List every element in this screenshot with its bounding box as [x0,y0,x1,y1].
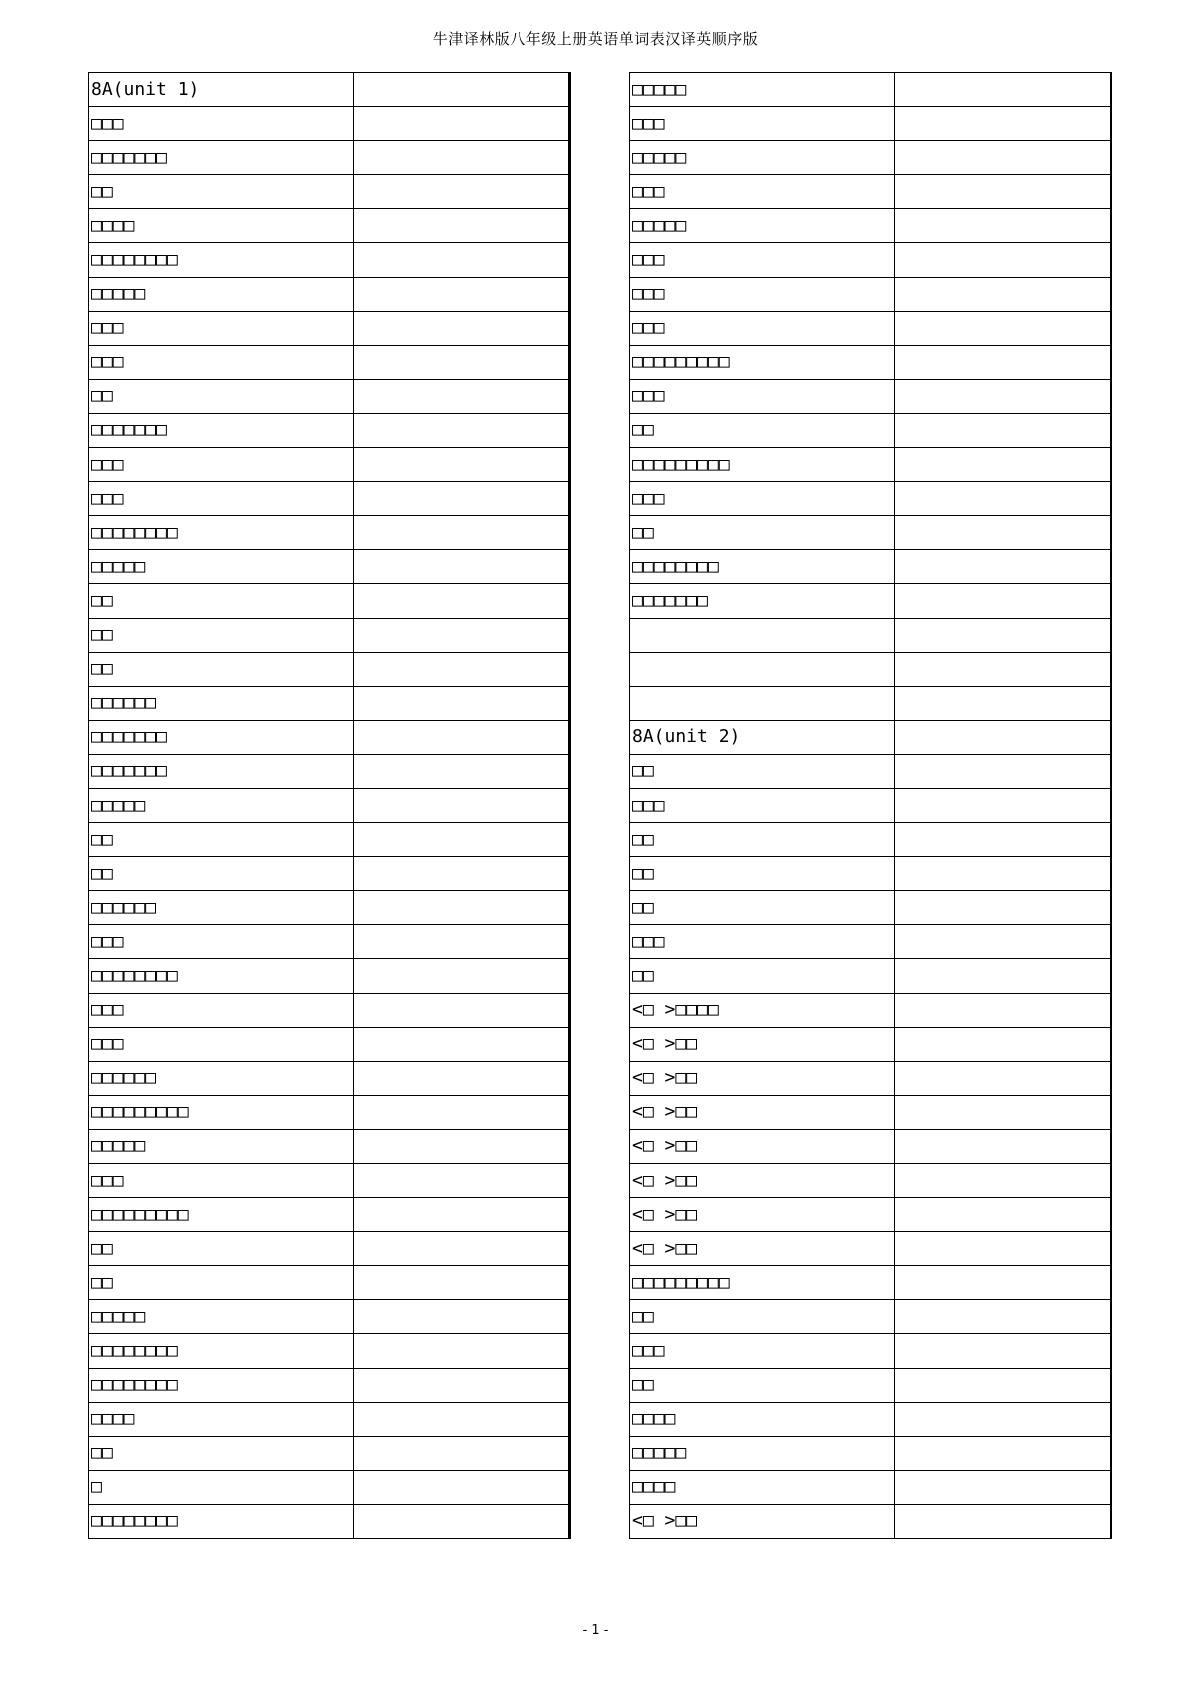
vocab-row [89,1436,570,1470]
vocab-row [630,925,1111,959]
english-answer-cell[interactable] [354,823,570,857]
english-answer-cell[interactable] [354,959,570,993]
chinese-term-cell: □□□□□□□ [89,720,354,754]
chinese-term-cell: □□□ [89,482,354,516]
chinese-term-cell: □□□ [89,448,354,482]
english-answer-cell[interactable] [354,1061,570,1095]
english-answer-cell[interactable] [895,516,1111,550]
vocab-row [630,311,1111,345]
vocab-row [630,584,1111,618]
english-answer-cell[interactable] [895,1232,1111,1266]
chinese-term-cell: □□ [630,857,895,891]
english-answer-cell[interactable] [895,1300,1111,1334]
english-answer-cell[interactable] [895,107,1111,141]
vocab-row [630,1368,1111,1402]
english-answer-cell[interactable] [354,720,570,754]
english-answer-cell[interactable] [895,1334,1111,1368]
vocab-row [630,618,1111,652]
vocab-row [630,788,1111,822]
english-answer-cell[interactable] [354,1095,570,1129]
chinese-term-cell: □□□□□□□□ [89,959,354,993]
chinese-term-cell: □□□ [630,243,895,277]
chinese-term-cell: □□□ [630,788,895,822]
vocab-row [89,959,570,993]
chinese-term-cell: □□□□□□ [89,891,354,925]
chinese-term-cell: □□□ [630,311,895,345]
chinese-term-cell: □□□ [89,345,354,379]
chinese-term-cell: □□□□□ [89,1300,354,1334]
chinese-term-cell: □□□□□□□□ [89,243,354,277]
vocab-row [630,413,1111,447]
vocab-row [89,754,570,788]
chinese-term-cell: <□ >□□ [630,1061,895,1095]
english-answer-cell[interactable] [354,788,570,822]
vocab-row [89,1027,570,1061]
english-answer-cell[interactable] [895,993,1111,1027]
vocab-row [630,1402,1111,1436]
chinese-term-cell: □□□ [630,482,895,516]
vocab-row [89,482,570,516]
chinese-term-cell: □□□□□□□ [89,754,354,788]
vocab-row [630,1027,1111,1061]
chinese-term-cell: □□□□□□□□ [89,516,354,550]
english-answer-cell[interactable] [895,277,1111,311]
chinese-term-cell: 8A(unit 1) [89,73,354,107]
english-answer-cell[interactable] [895,1129,1111,1163]
english-answer-cell[interactable] [354,243,570,277]
vocab-row [89,209,570,243]
vocab-row [630,1504,1111,1538]
english-answer-cell[interactable] [895,652,1111,686]
english-answer-cell[interactable] [895,345,1111,379]
english-answer-cell[interactable] [354,1334,570,1368]
english-answer-cell[interactable] [354,141,570,175]
chinese-term-cell: □□ [89,1232,354,1266]
chinese-term-cell: □□ [89,857,354,891]
chinese-term-cell: □□□□□ [89,277,354,311]
chinese-term-cell: □□ [630,413,895,447]
vocab-row [630,243,1111,277]
vocab-row [89,73,570,107]
english-answer-cell[interactable] [895,1095,1111,1129]
chinese-term-cell: □□□□□□□□□ [630,345,895,379]
vocab-row [630,1436,1111,1470]
english-answer-cell[interactable] [354,618,570,652]
chinese-term-cell: <□ >□□ [630,1164,895,1198]
chinese-term-cell: □□ [89,1436,354,1470]
english-answer-cell[interactable] [354,1436,570,1470]
english-answer-cell[interactable] [354,482,570,516]
chinese-term-cell: <□ >□□ [630,1095,895,1129]
vocab-row [630,754,1111,788]
vocab-row [630,959,1111,993]
english-answer-cell[interactable] [895,1027,1111,1061]
english-answer-cell[interactable] [354,1266,570,1300]
english-answer-cell[interactable] [354,584,570,618]
english-answer-cell[interactable] [895,1164,1111,1198]
vocab-row [630,686,1111,720]
chinese-term-cell: □□□ [89,993,354,1027]
english-answer-cell[interactable] [895,141,1111,175]
english-answer-cell[interactable] [895,584,1111,618]
vocab-row [630,482,1111,516]
vocab-row [630,1198,1111,1232]
english-answer-cell[interactable] [354,1129,570,1163]
english-answer-cell[interactable] [354,379,570,413]
vocab-row [630,1232,1111,1266]
chinese-term-cell: □□□□□□□□□ [630,448,895,482]
chinese-term-cell: □□□□□ [89,550,354,584]
vocab-row [89,1061,570,1095]
english-answer-cell[interactable] [354,550,570,584]
vocab-row [630,1164,1111,1198]
vocab-row [89,686,570,720]
chinese-term-cell: <□ >□□ [630,1504,895,1538]
chinese-term-cell: □□□□□ [89,1129,354,1163]
chinese-term-cell: □ [89,1470,354,1504]
vocab-table-right [629,72,1112,1539]
chinese-term-cell: □□ [630,823,895,857]
vocab-row [630,448,1111,482]
vocab-row [630,209,1111,243]
english-answer-cell[interactable] [354,1402,570,1436]
chinese-term-cell: □□□□□□□□ [89,1504,354,1538]
vocab-row [89,925,570,959]
english-answer-cell[interactable] [895,720,1111,754]
english-answer-cell[interactable] [354,1027,570,1061]
chinese-term-cell [630,652,895,686]
english-answer-cell[interactable] [354,448,570,482]
english-answer-cell[interactable] [354,209,570,243]
vocab-row [89,891,570,925]
chinese-term-cell: <□ >□□ [630,1027,895,1061]
vocab-row [89,652,570,686]
chinese-term-cell: □□□ [89,107,354,141]
vocab-row [89,1470,570,1504]
vocab-row [630,107,1111,141]
vocab-row [630,720,1111,754]
vocab-row [89,1095,570,1129]
english-answer-cell[interactable] [354,311,570,345]
english-answer-cell[interactable] [895,482,1111,516]
english-answer-cell[interactable] [895,550,1111,584]
vocab-row [630,379,1111,413]
vocab-row [630,857,1111,891]
chinese-term-cell: □□□□ [630,1402,895,1436]
vocab-row [89,1198,570,1232]
chinese-term-cell: <□ >□□□□ [630,993,895,1027]
chinese-term-cell: □□□□□□□ [630,584,895,618]
vocab-row [89,107,570,141]
chinese-term-cell: <□ >□□ [630,1232,895,1266]
vocab-row [89,584,570,618]
vocab-row [89,413,570,447]
english-answer-cell[interactable] [895,925,1111,959]
english-answer-cell[interactable] [354,652,570,686]
english-answer-cell[interactable] [354,686,570,720]
chinese-term-cell: □□□□□□ [89,1061,354,1095]
english-answer-cell[interactable] [895,959,1111,993]
chinese-term-cell: □□ [630,516,895,550]
chinese-term-cell: □□ [89,175,354,209]
english-answer-cell[interactable] [895,311,1111,345]
vocab-row [630,175,1111,209]
chinese-term-cell: □□ [630,754,895,788]
english-answer-cell[interactable] [354,107,570,141]
vocab-row [630,1129,1111,1163]
chinese-term-cell [630,618,895,652]
chinese-term-cell: □□□□□□□□ [89,1334,354,1368]
chinese-term-cell: □□□ [89,1164,354,1198]
chinese-term-cell: □□□ [630,175,895,209]
vocab-row [89,823,570,857]
english-answer-cell[interactable] [354,1232,570,1266]
english-answer-cell[interactable] [895,1402,1111,1436]
english-answer-cell[interactable] [354,925,570,959]
vocab-row [630,891,1111,925]
chinese-term-cell: □□ [89,584,354,618]
vocab-row [89,1266,570,1300]
chinese-term-cell: □□□□□□□□ [89,1368,354,1402]
chinese-term-cell: □□□□□□□□□ [89,1095,354,1129]
chinese-term-cell: □□□□□□□□ [630,550,895,584]
english-answer-cell[interactable] [354,857,570,891]
english-answer-cell[interactable] [895,857,1111,891]
chinese-term-cell: □□ [630,891,895,925]
chinese-term-cell: □□□ [630,1334,895,1368]
chinese-term-cell: □□ [89,823,354,857]
english-answer-cell[interactable] [895,823,1111,857]
vocab-row [89,1232,570,1266]
vocab-row [89,448,570,482]
chinese-term-cell: □□□□ [89,1402,354,1436]
english-answer-cell[interactable] [895,754,1111,788]
english-answer-cell[interactable] [354,175,570,209]
vocab-row [89,720,570,754]
chinese-term-cell: □□□ [89,1027,354,1061]
english-answer-cell[interactable] [895,1470,1111,1504]
vocab-row [630,1095,1111,1129]
english-answer-cell[interactable] [354,1300,570,1334]
vocab-row [89,993,570,1027]
chinese-term-cell: □□□□ [89,209,354,243]
vocab-row [630,345,1111,379]
vocab-row [89,550,570,584]
english-answer-cell[interactable] [354,1368,570,1402]
english-answer-cell[interactable] [895,243,1111,277]
vocab-row [89,1334,570,1368]
english-answer-cell[interactable] [895,686,1111,720]
vocab-row [89,516,570,550]
english-answer-cell[interactable] [354,754,570,788]
chinese-term-cell: □□□□□□□□□ [630,1266,895,1300]
english-answer-cell[interactable] [895,73,1111,107]
chinese-term-cell: □□□□□□□□□ [89,1198,354,1232]
vocab-row [89,1402,570,1436]
english-answer-cell[interactable] [895,1198,1111,1232]
vocab-row [89,1504,570,1538]
english-answer-cell[interactable] [895,788,1111,822]
english-answer-cell[interactable] [895,1504,1111,1538]
english-answer-cell[interactable] [895,1368,1111,1402]
vocab-row [89,175,570,209]
chinese-term-cell: □□ [89,652,354,686]
english-answer-cell[interactable] [895,1061,1111,1095]
chinese-term-cell: □□□ [630,107,895,141]
chinese-term-cell: □□□□ [630,1470,895,1504]
vocab-row [630,1300,1111,1334]
chinese-term-cell: □□ [630,1300,895,1334]
vocab-row [89,1129,570,1163]
english-answer-cell[interactable] [354,993,570,1027]
vocab-row [89,141,570,175]
vocab-row [630,550,1111,584]
vocab-table-left [88,72,571,1539]
vocab-row [630,652,1111,686]
vocab-row [630,141,1111,175]
english-answer-cell[interactable] [354,1164,570,1198]
chinese-term-cell: 8A(unit 2) [630,720,895,754]
chinese-term-cell: <□ >□□ [630,1129,895,1163]
chinese-term-cell: □□□□□□□ [89,141,354,175]
vocab-row [89,311,570,345]
chinese-term-cell: □□ [630,959,895,993]
vocab-row [630,73,1111,107]
vocab-row [630,1334,1111,1368]
english-answer-cell[interactable] [895,413,1111,447]
english-answer-cell[interactable] [895,618,1111,652]
vocab-row [630,277,1111,311]
chinese-term-cell: □□□ [89,311,354,345]
vocab-row [630,1061,1111,1095]
vocab-row [630,516,1111,550]
english-answer-cell[interactable] [895,379,1111,413]
english-answer-cell[interactable] [354,1470,570,1504]
vocab-row [89,857,570,891]
english-answer-cell[interactable] [354,413,570,447]
vocab-row [89,277,570,311]
chinese-term-cell: □□□□□ [630,1436,895,1470]
chinese-term-cell: □□□□□ [89,788,354,822]
chinese-term-cell [630,686,895,720]
chinese-term-cell: □□□□□□□ [89,413,354,447]
english-answer-cell[interactable] [895,1436,1111,1470]
chinese-term-cell: □□ [89,618,354,652]
english-answer-cell[interactable] [895,448,1111,482]
english-answer-cell[interactable] [895,209,1111,243]
chinese-term-cell: □□□□□□ [89,686,354,720]
chinese-term-cell: <□ >□□ [630,1198,895,1232]
document-title: 牛津译林版八年级上册英语单词表汉译英顺序版 [432,30,759,48]
chinese-term-cell: □□□□□ [630,141,895,175]
english-answer-cell[interactable] [354,345,570,379]
english-answer-cell[interactable] [354,73,570,107]
vocab-row [89,379,570,413]
english-answer-cell[interactable] [895,1266,1111,1300]
vocab-row [89,243,570,277]
vocab-row [89,1300,570,1334]
chinese-term-cell: □□□ [630,925,895,959]
chinese-term-cell: □□ [630,1368,895,1402]
page-number: - 1 - [582,1623,609,1638]
vocab-row [630,1470,1111,1504]
vocab-row [89,1164,570,1198]
chinese-term-cell: □□□□□ [630,73,895,107]
chinese-term-cell: □□□ [630,379,895,413]
vocab-row [630,1266,1111,1300]
english-answer-cell[interactable] [354,891,570,925]
chinese-term-cell: □□ [89,379,354,413]
chinese-term-cell: □□□ [630,277,895,311]
vocab-row [630,993,1111,1027]
english-answer-cell[interactable] [354,1198,570,1232]
vocab-row [89,345,570,379]
chinese-term-cell: □□□ [89,925,354,959]
english-answer-cell[interactable] [354,516,570,550]
vocab-row [630,823,1111,857]
chinese-term-cell: □□ [89,1266,354,1300]
english-answer-cell[interactable] [354,277,570,311]
chinese-term-cell: □□□□□ [630,209,895,243]
english-answer-cell[interactable] [895,175,1111,209]
english-answer-cell[interactable] [354,1504,570,1538]
vocab-row [89,1368,570,1402]
vocab-row [89,618,570,652]
english-answer-cell[interactable] [895,891,1111,925]
vocab-row [89,788,570,822]
